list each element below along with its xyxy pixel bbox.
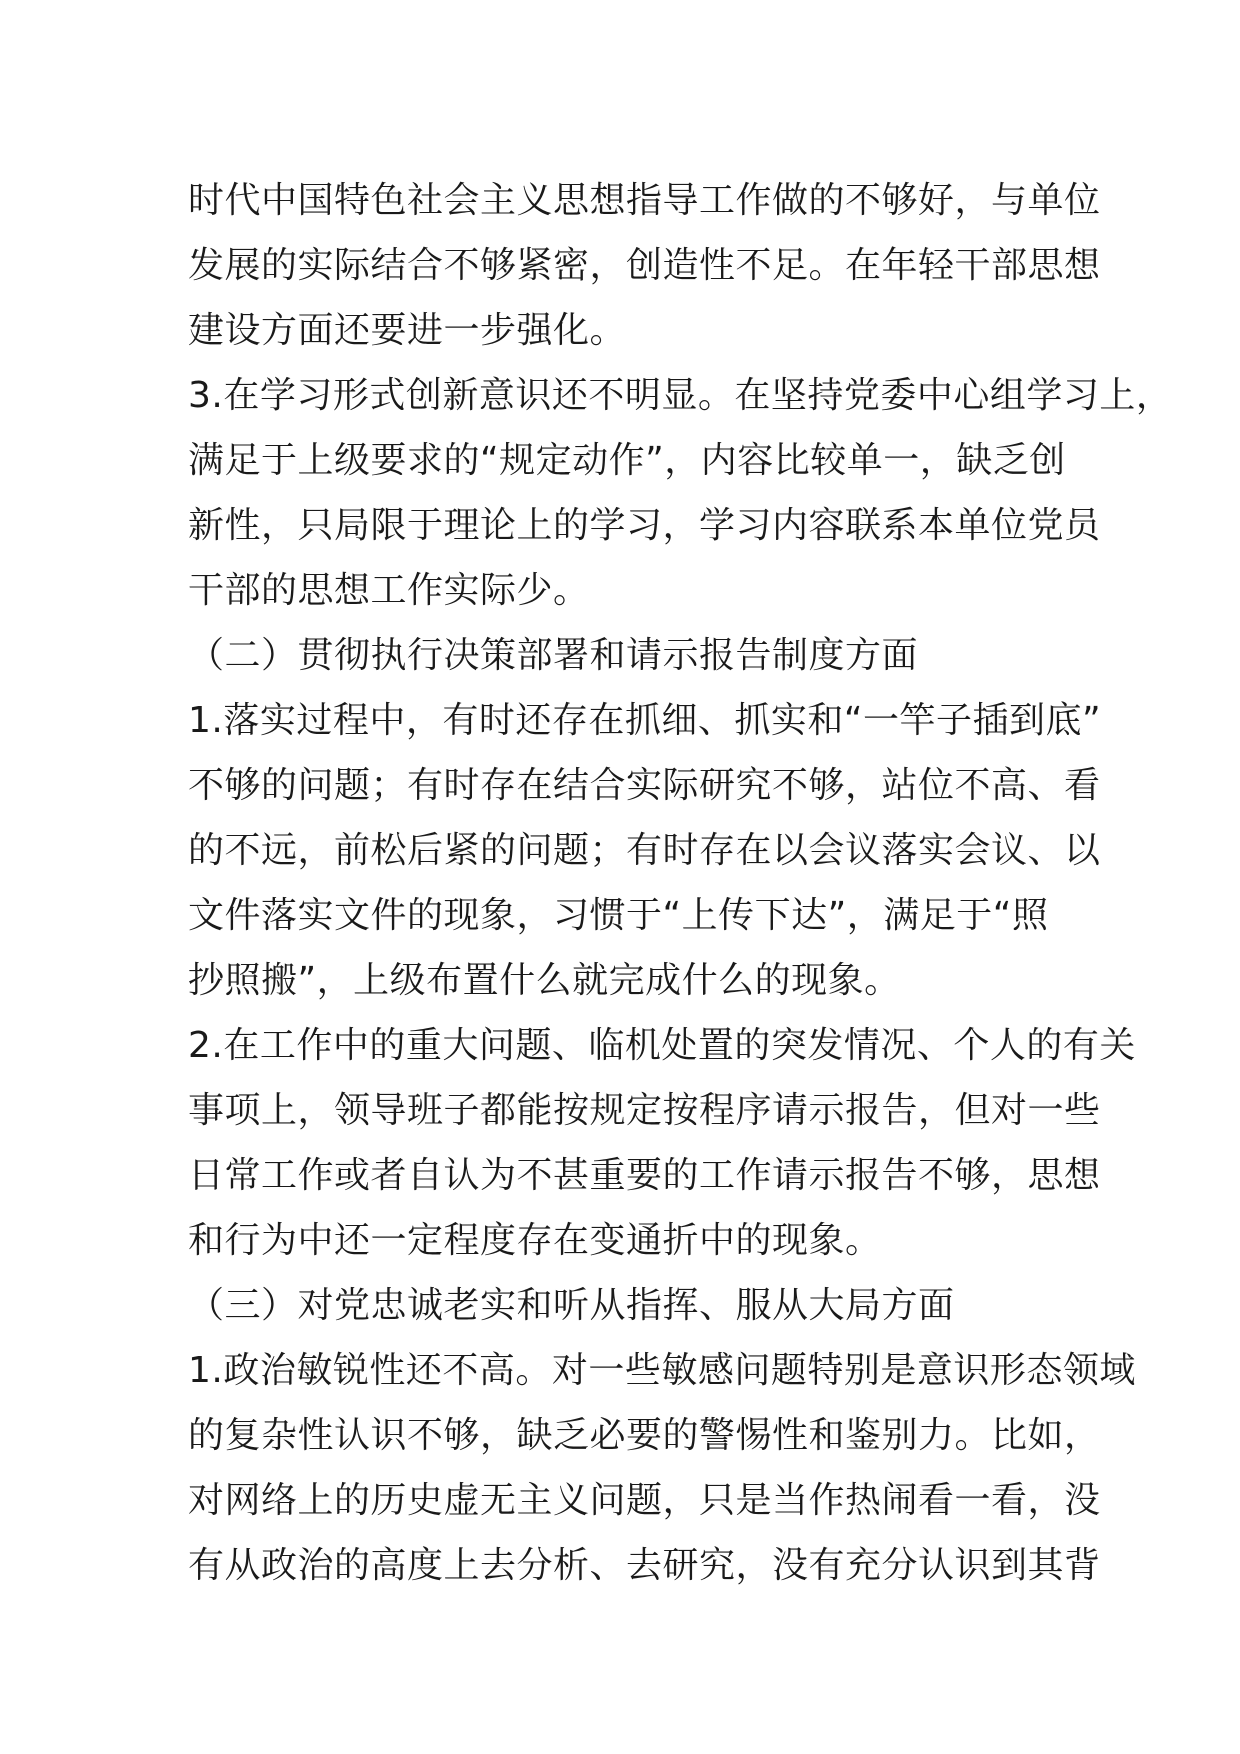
text-line: 时代中国特色社会主义思想指导工作做的不够好，与单位	[188, 180, 1101, 221]
text-line: 的复杂性认识不够，缺乏必要的警惕性和鉴别力。比如，	[188, 1415, 1101, 1456]
text-line: 有从政治的高度上去分析、去研究，没有充分认识到其背	[188, 1545, 1101, 1586]
text-line: 干部的思想工作实际少。	[188, 570, 590, 611]
text-line: 发展的实际结合不够紧密，创造性不足。在年轻干部思想	[188, 245, 1101, 286]
text-line: 日常工作或者自认为不甚重要的工作请示报告不够，思想	[188, 1155, 1101, 1196]
section-heading: （三）对党忠诚老实和听从指挥、服从大局方面	[188, 1285, 955, 1326]
text-line: 2.在工作中的重大问题、临机处置的突发情况、个人的有关	[188, 1025, 1136, 1066]
text-line: 抄照搬”，上级布置什么就完成什么的现象。	[188, 960, 901, 1001]
text-line: 3.在学习形式创新意识还不明显。在坚持党委中心组学习上，	[188, 375, 1173, 416]
text-line: 1.落实过程中，有时还存在抓细、抓实和“一竿子插到底”	[188, 700, 1102, 741]
text-line: 建设方面还要进一步强化。	[188, 310, 627, 351]
text-line: 和行为中还一定程度存在变通折中的现象。	[188, 1220, 882, 1261]
text-line: 满足于上级要求的“规定动作”，内容比较单一，缺乏创	[188, 440, 1066, 481]
text-line: 1.政治敏锐性还不高。对一些敏感问题特别是意识形态领域	[188, 1350, 1136, 1391]
section-heading: （二）贯彻执行决策部署和请示报告制度方面	[188, 635, 919, 676]
text-line: 的不远，前松后紧的问题；有时存在以会议落实会议、以	[188, 830, 1101, 871]
text-line: 对网络上的历史虚无主义问题，只是当作热闹看一看，没	[188, 1480, 1101, 1521]
text-line: 新性，只局限于理论上的学习，学习内容联系本单位党员	[188, 505, 1101, 546]
body-text	[188, 168, 1173, 1598]
text-line: 不够的问题；有时存在结合实际研究不够，站位不高、看	[188, 765, 1101, 806]
text-line: 文件落实文件的现象，习惯于“上传下达”，满足于“照	[188, 895, 1049, 936]
text-line: 事项上，领导班子都能按规定按程序请示报告，但对一些	[188, 1090, 1101, 1131]
